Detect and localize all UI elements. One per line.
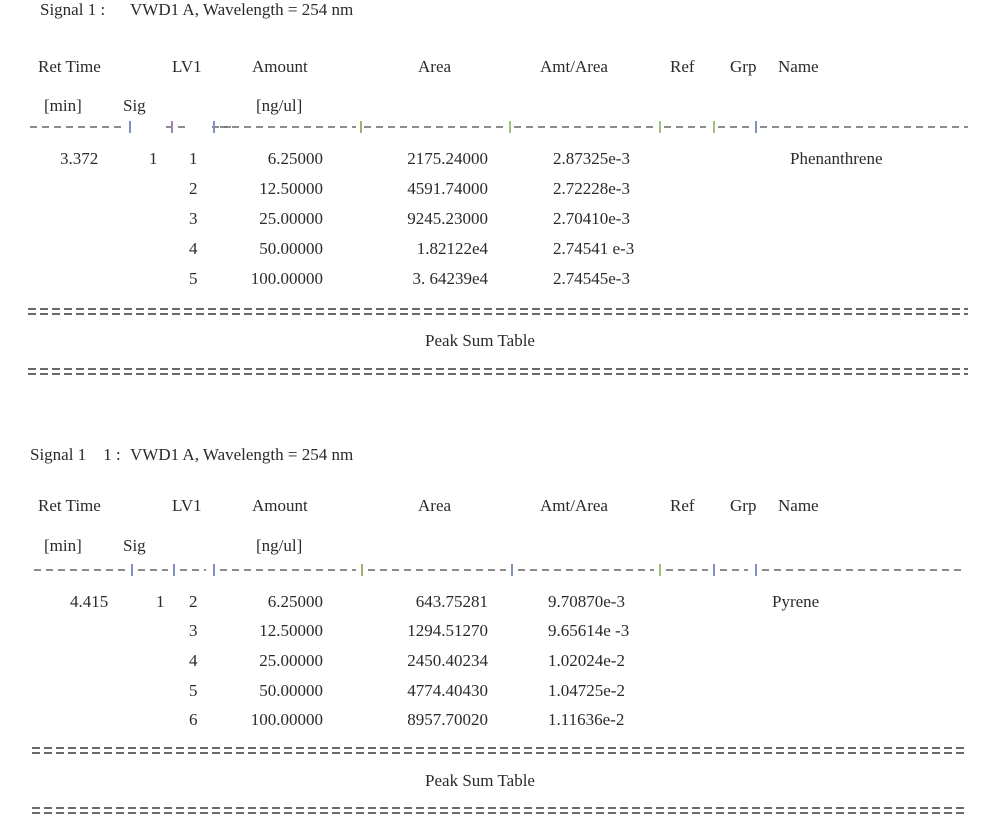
row-level: 5 xyxy=(189,681,198,700)
signal-detail: VWD1 A, Wavelength = 254 nm xyxy=(130,445,354,464)
row-amount: 12.50000 xyxy=(259,621,323,640)
row-amt-area: 1.02024e-2 xyxy=(548,651,625,670)
header-sig: Sig xyxy=(123,536,146,555)
double-rule-top xyxy=(32,746,968,756)
peak-sum-table-title: Peak Sum Table xyxy=(425,331,535,350)
header-lvl: LV1 xyxy=(172,57,202,76)
row-level: 2 xyxy=(189,592,198,611)
header-amount: Amount xyxy=(252,496,308,515)
signal-label: Signal 1 : xyxy=(40,0,106,19)
header-amt-area: Amt/Area xyxy=(540,496,608,515)
row-amount: 25.00000 xyxy=(259,209,323,228)
header-ref: Ref xyxy=(670,496,695,515)
header-unit: [ng/ul] xyxy=(256,96,303,115)
row-amt-area: 2.70410e-3 xyxy=(553,209,630,228)
row-amt-area: 1.04725e-2 xyxy=(548,681,625,700)
row-amount: 50.00000 xyxy=(259,681,323,700)
row-area: 2450.40234 xyxy=(407,651,488,670)
compound-name: Pyrene xyxy=(772,592,820,611)
header-area: Area xyxy=(418,57,452,76)
row-amount: 100.00000 xyxy=(250,710,323,729)
row-area: 8957.70020 xyxy=(407,710,488,729)
row-area: 643.75281 xyxy=(415,592,488,611)
row-level: 4 xyxy=(189,239,198,258)
header-amt-area: Amt/Area xyxy=(540,57,608,76)
header-ret-time: Ret Time xyxy=(38,57,101,76)
row-amount: 100.00000 xyxy=(250,269,323,288)
row-level: 6 xyxy=(189,710,198,729)
row-level: 5 xyxy=(189,269,198,288)
header-amount: Amount xyxy=(252,57,308,76)
row-area: 3. 64239e4 xyxy=(412,269,488,288)
header-grp: Grp xyxy=(730,57,757,76)
double-rule-top xyxy=(28,307,968,317)
row-amt-area: 9.70870e-3 xyxy=(548,592,625,611)
row-amt-area: 2.87325e-3 xyxy=(553,149,630,168)
header-name: Name xyxy=(778,496,819,515)
header-grp: Grp xyxy=(730,496,757,515)
compound-ret-time: 3.372 xyxy=(60,149,99,168)
row-area: 1.82122e4 xyxy=(416,239,488,258)
row-level: 3 xyxy=(189,209,198,228)
compound-ret-time: 4.415 xyxy=(70,592,109,611)
compound-name: Phenanthrene xyxy=(790,149,883,168)
row-level: 4 xyxy=(189,651,198,670)
header-ref: Ref xyxy=(670,57,695,76)
row-amount: 12.50000 xyxy=(259,179,323,198)
header-area: Area xyxy=(418,496,452,515)
compound-sig: 1 xyxy=(149,149,158,168)
signal-detail: VWD1 A, Wavelength = 254 nm xyxy=(130,0,354,19)
row-amt-area: 2.74545e-3 xyxy=(553,269,630,288)
signal-label: Signal 1 1 : xyxy=(30,445,121,464)
row-area: 9245.23000 xyxy=(407,209,488,228)
header-unit: [ng/ul] xyxy=(256,536,303,555)
double-rule-bottom xyxy=(32,806,968,816)
header-min: [min] xyxy=(44,96,82,115)
row-area: 4774.40430 xyxy=(407,681,488,700)
double-rule-bottom xyxy=(28,367,968,377)
header-name: Name xyxy=(778,57,819,76)
column-separator-line xyxy=(30,121,970,133)
row-level: 3 xyxy=(189,621,198,640)
header-sig: Sig xyxy=(123,96,146,115)
peak-sum-table-title: Peak Sum Table xyxy=(425,771,535,790)
row-amount: 25.00000 xyxy=(259,651,323,670)
column-separator-line xyxy=(34,564,969,576)
header-ret-time: Ret Time xyxy=(38,496,101,515)
row-area: 2175.24000 xyxy=(407,149,488,168)
row-amount: 50.00000 xyxy=(259,239,323,258)
row-amt-area: 2.74541 e-3 xyxy=(553,239,635,258)
compound-sig: 1 xyxy=(156,592,165,611)
row-area: 4591.74000 xyxy=(407,179,488,198)
row-level: 2 xyxy=(189,179,198,198)
header-min: [min] xyxy=(44,536,82,555)
row-amount: 6.25000 xyxy=(267,149,323,168)
row-amt-area: 9.65614e -3 xyxy=(548,621,630,640)
row-area: 1294.51270 xyxy=(407,621,488,640)
row-level: 1 xyxy=(189,149,198,168)
header-lvl: LV1 xyxy=(172,496,202,515)
row-amt-area: 1.11636e-2 xyxy=(548,710,625,729)
row-amount: 6.25000 xyxy=(267,592,323,611)
row-amt-area: 2.72228e-3 xyxy=(553,179,630,198)
